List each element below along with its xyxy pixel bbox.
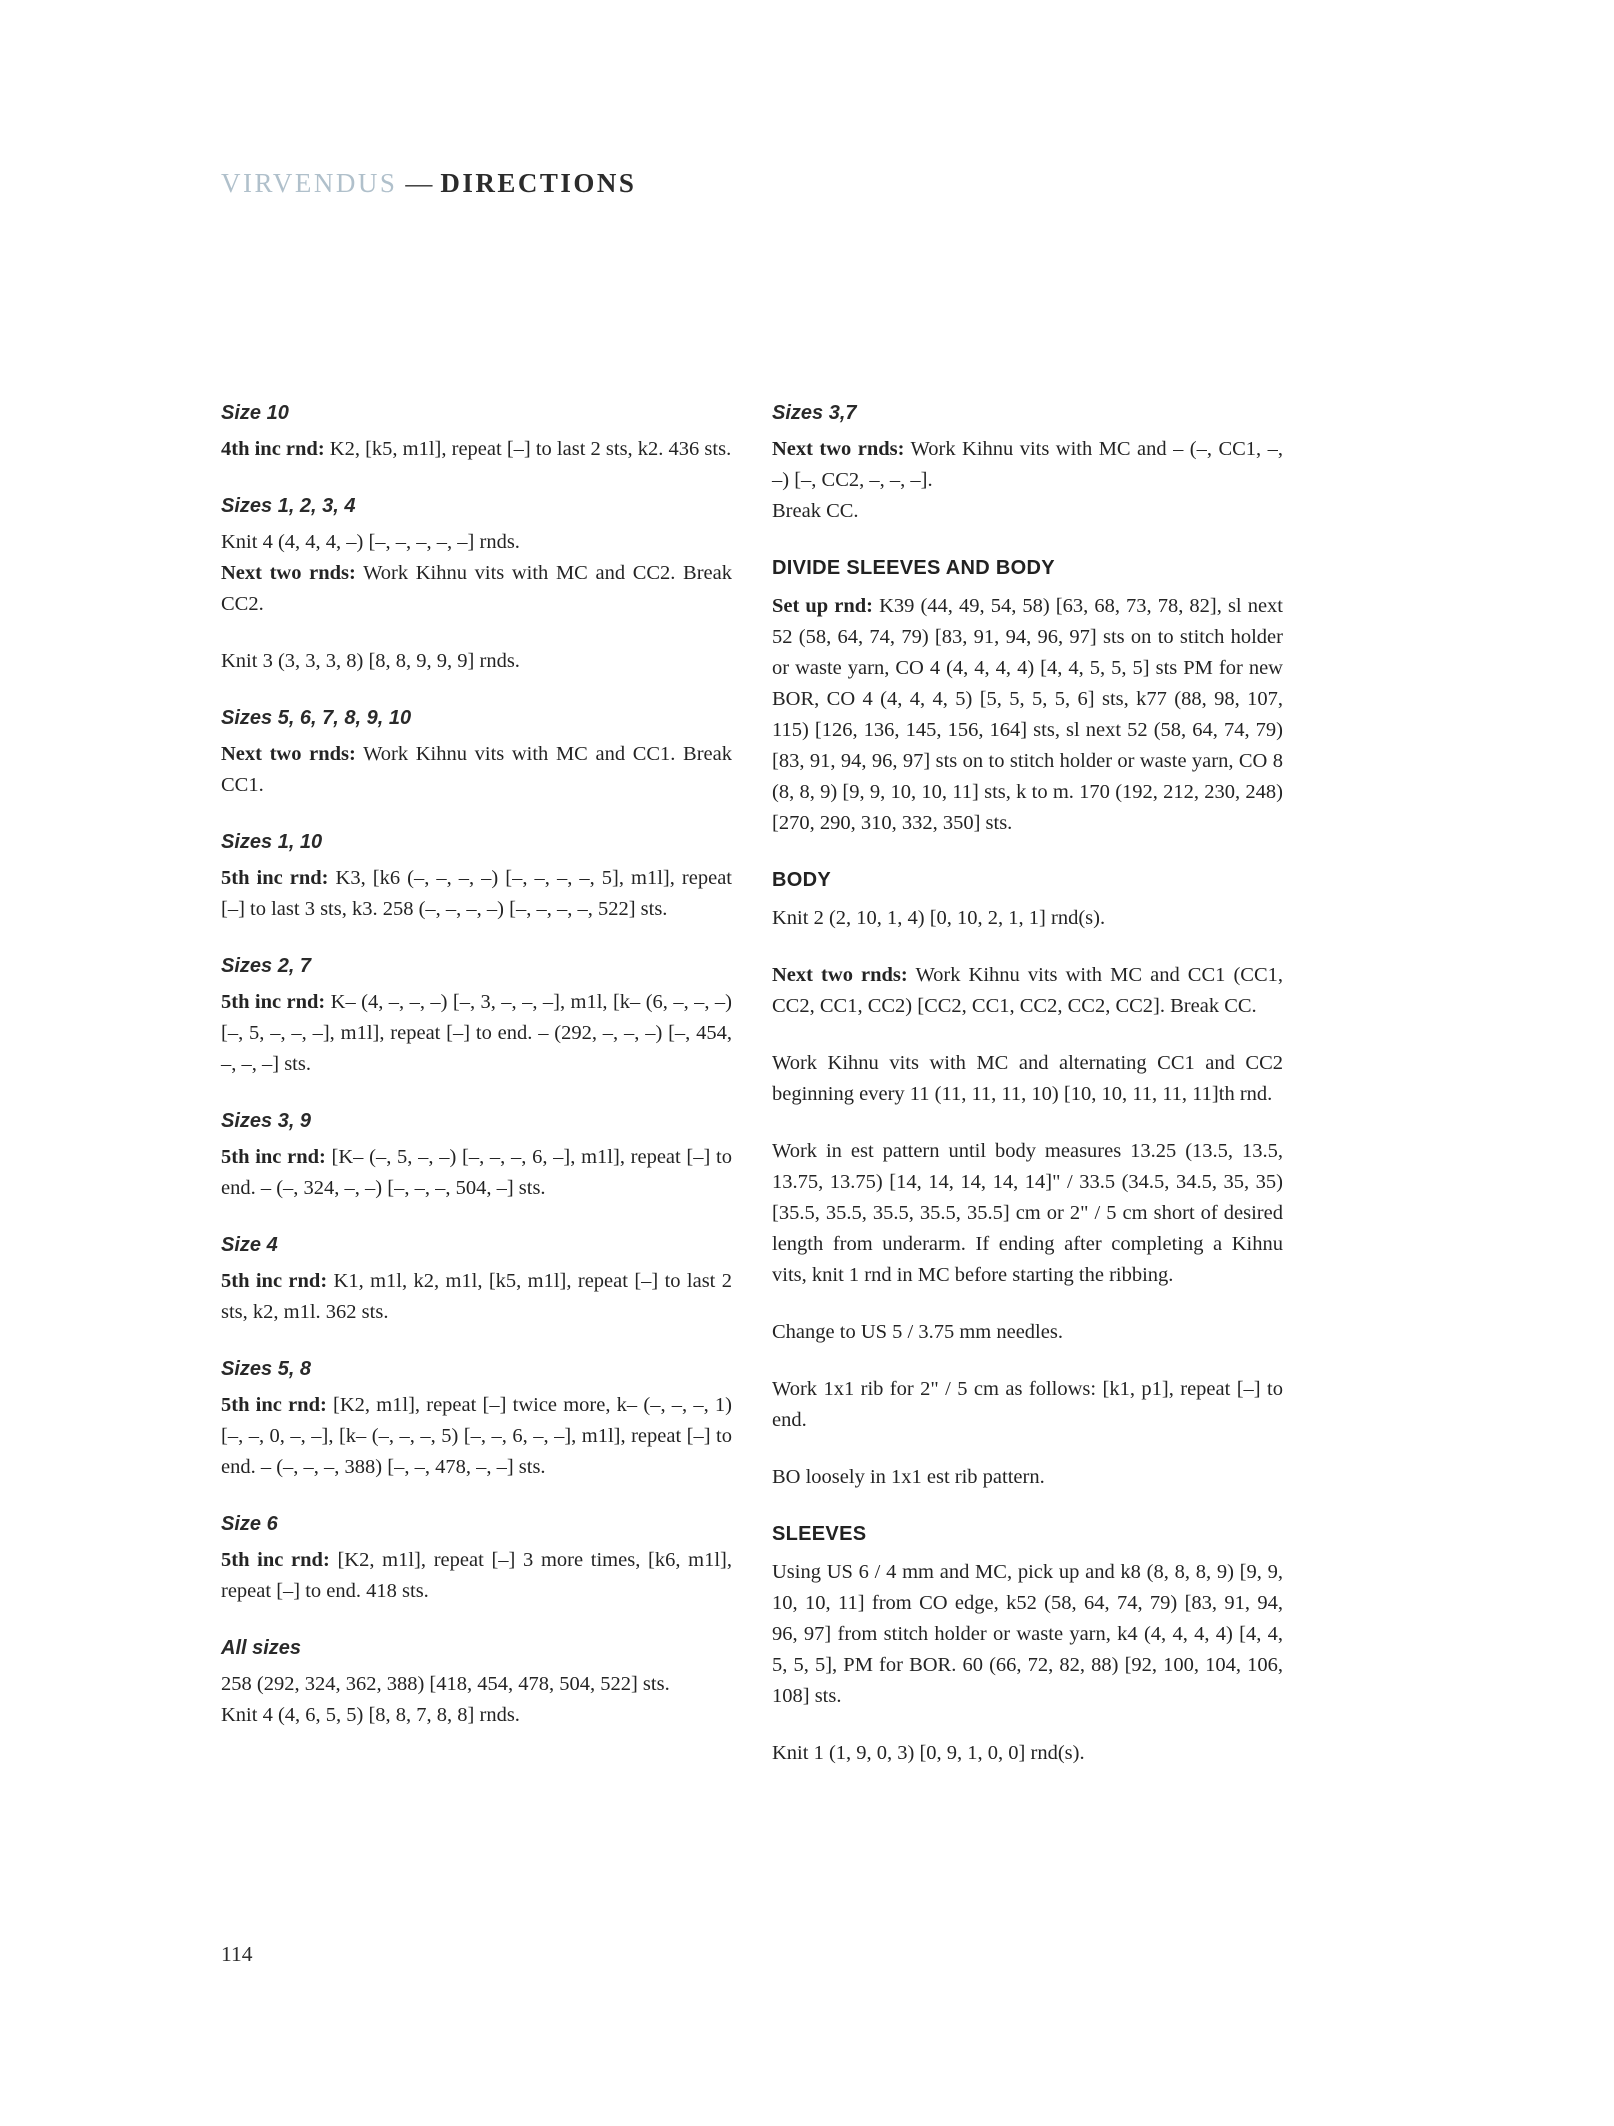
size-heading: Size 6 [221, 1513, 278, 1535]
size-heading: Sizes 5, 6, 7, 8, 9, 10 [221, 707, 412, 729]
paragraph-lead: 5th inc rnd: [221, 867, 329, 889]
left-column [221, 398, 732, 1769]
paragraph-lead: Next two rnds: [221, 743, 356, 765]
page-number: 114 [221, 1942, 253, 1966]
paragraph-lead: 5th inc rnd: [221, 1270, 328, 1292]
size-heading: Sizes 1, 2, 3, 4 [221, 495, 356, 517]
paragraph-lead: 5th inc rnd: [221, 1146, 326, 1168]
paragraph: Set up rnd: K39 (44, 49, 54, 58) [63, 68, 73, 78, 82], sl next 52 (58, 64, 74, 79) [83, 91, 94, 96, 97] sts on to stitch holder or waste yarn, CO 4 (4, 4, 4, 4) [4, 4, 5, 5, 5] sts PM for new BOR, CO 4 (4, 4, 4, 5) [5, 5, 5, 5, 6] sts, k77 (88, 98, 107, 115) [126, 136, 145, 156, 164] sts, sl next 52 (58, 64, 74, 79) [83, 91, 94, 96, 97] sts on to stitch holder or waste yarn, CO 8 (8, 8, 9) [9, 9, 10, 10, 11] sts, k to m. 170 (192, 212, 230, 248) [270, 290, 310, 332, 350] sts. [772, 595, 1283, 834]
paragraph: BO loosely in 1x1 est rib pattern. [772, 1466, 1045, 1488]
paragraph: 4th inc rnd: K2, [k5, m1l], repeat [–] to last 2 sts, k2. 436 sts. [221, 438, 732, 460]
section-heading: BODY [772, 869, 831, 891]
header-section-title: DIRECTIONS [440, 168, 637, 198]
paragraph: Knit 4 (4, 4, 4, –) [–, –, –, –, –] rnds. [221, 531, 520, 553]
paragraph: 258 (292, 324, 362, 388) [418, 454, 478, 504, 522] sts. [221, 1673, 670, 1695]
paragraph: 5th inc rnd: [K2, m1l], repeat [–] 3 more times, [k6, m1l], repeat [–] to end. 418 sts. [221, 1549, 732, 1602]
paragraph: Knit 4 (4, 6, 5, 5) [8, 8, 7, 8, 8] rnds. [221, 1704, 520, 1726]
paragraph: Work in est pattern until body measures 13.25 (13.5, 13.5, 13.75, 13.75) [14, 14, 14, 14, 14]" / 33.5 (34.5, 34.5, 35, 35) [35.5, 35.5, 35.5, 35.5, 35.5] cm or 2" / 5 cm short of desired length from underarm. If ending after completing a Kihnu vits, knit 1 rnd in MC before starting the ribbing. [772, 1140, 1283, 1286]
header-dash: — [405, 168, 433, 198]
pattern-title: VIRVENDUS [221, 168, 398, 198]
paragraph: 5th inc rnd: [K– (–, 5, –, –) [–, –, –, 6, –], m1l], repeat [–] to end. – (–, 324, –, –) [–, –, –, 504, –] sts. [221, 1146, 732, 1199]
paragraph-lead: Next two rnds: [772, 438, 905, 460]
size-heading: Size 4 [221, 1234, 278, 1256]
size-heading: Sizes 3,7 [772, 402, 857, 424]
paragraph: Next two rnds: Work Kihnu vits with MC and CC1 (CC1, CC2, CC1, CC2) [CC2, CC1, CC2, CC2, CC2]. Break CC. [772, 964, 1283, 1017]
paragraph: 5th inc rnd: K– (4, –, –, –) [–, 3, –, –, –], m1l, [k– (6, –, –, –) [–, 5, –, –, –], m1l], repeat [–] to end. – (292, –, –, –) [–, 454, –, –, –] sts. [221, 991, 732, 1075]
paragraph: Knit 2 (2, 10, 1, 4) [0, 10, 2, 1, 1] rnd(s). [772, 907, 1106, 929]
paragraph: Next two rnds: Work Kihnu vits with MC and – (–, CC1, –, –) [–, CC2, –, –, –]. [772, 438, 1283, 491]
size-heading: Sizes 5, 8 [221, 1358, 312, 1380]
paragraph-lead: Next two rnds: [221, 562, 356, 584]
paragraph: Change to US 5 / 3.75 mm needles. [772, 1321, 1063, 1343]
paragraph-lead: 5th inc rnd: [221, 1394, 327, 1416]
paragraph: Knit 1 (1, 9, 0, 3) [0, 9, 1, 0, 0] rnd(s). [772, 1742, 1085, 1764]
paragraph: Next two rnds: Work Kihnu vits with MC and CC1. Break CC1. [221, 743, 732, 796]
paragraph: Using US 6 / 4 mm and MC, pick up and k8 (8, 8, 8, 9) [9, 9, 10, 10, 11] from CO edge, k52 (58, 64, 74, 79) [83, 91, 94, 96, 97] from stitch holder or waste yarn, k4 (4, 4, 4, 4) [4, 4, 5, 5, 5], PM for BOR. 60 (66, 72, 82, 88) [92, 100, 104, 106, 108] sts. [772, 1561, 1283, 1707]
document-header [221, 168, 636, 199]
paragraph: Next two rnds: Work Kihnu vits with MC and CC2. Break CC2. [221, 562, 732, 615]
paragraph: Knit 3 (3, 3, 3, 8) [8, 8, 9, 9, 9] rnds. [221, 650, 520, 672]
paragraph-lead: Set up rnd: [772, 595, 874, 617]
paragraph-lead: Next two rnds: [772, 964, 908, 986]
size-heading: Size 10 [221, 402, 289, 424]
paragraph-lead: 5th inc rnd: [221, 991, 326, 1013]
content-columns [221, 398, 1283, 1769]
section-heading: DIVIDE SLEEVES AND BODY [772, 557, 1055, 579]
size-heading: All sizes [221, 1637, 302, 1659]
paragraph: 5th inc rnd: K1, m1l, k2, m1l, [k5, m1l], repeat [–] to last 2 sts, k2, m1l. 362 sts. [221, 1270, 732, 1323]
paragraph: 5th inc rnd: K3, [k6 (–, –, –, –) [–, –, –, –, 5], m1l], repeat [–] to last 3 sts, k3. 258 (–, –, –, –) [–, –, –, –, 522] sts. [221, 867, 732, 920]
paragraph-lead: 5th inc rnd: [221, 1549, 330, 1571]
paragraph: 5th inc rnd: [K2, m1l], repeat [–] twice more, k– (–, –, –, 1) [–, –, 0, –, –], [k– (–, –, –, 5) [–, –, 6, –, –], m1l], repeat [–] to end. – (–, –, –, 388) [–, –, 478, –, –] sts. [221, 1394, 732, 1478]
paragraph: Work 1x1 rib for 2" / 5 cm as follows: [k1, p1], repeat [–] to end. [772, 1378, 1283, 1431]
size-heading: Sizes 2, 7 [221, 955, 312, 977]
section-heading: SLEEVES [772, 1523, 867, 1545]
size-heading: Sizes 1, 10 [221, 831, 323, 853]
paragraph-lead: 4th inc rnd: [221, 438, 325, 460]
size-heading: Sizes 3, 9 [221, 1110, 312, 1132]
right-column [772, 398, 1283, 1769]
paragraph: Break CC. [772, 500, 859, 522]
paragraph: Work Kihnu vits with MC and alternating CC1 and CC2 beginning every 11 (11, 11, 11, 10) [10, 10, 11, 11, 11]th rnd. [772, 1052, 1283, 1105]
